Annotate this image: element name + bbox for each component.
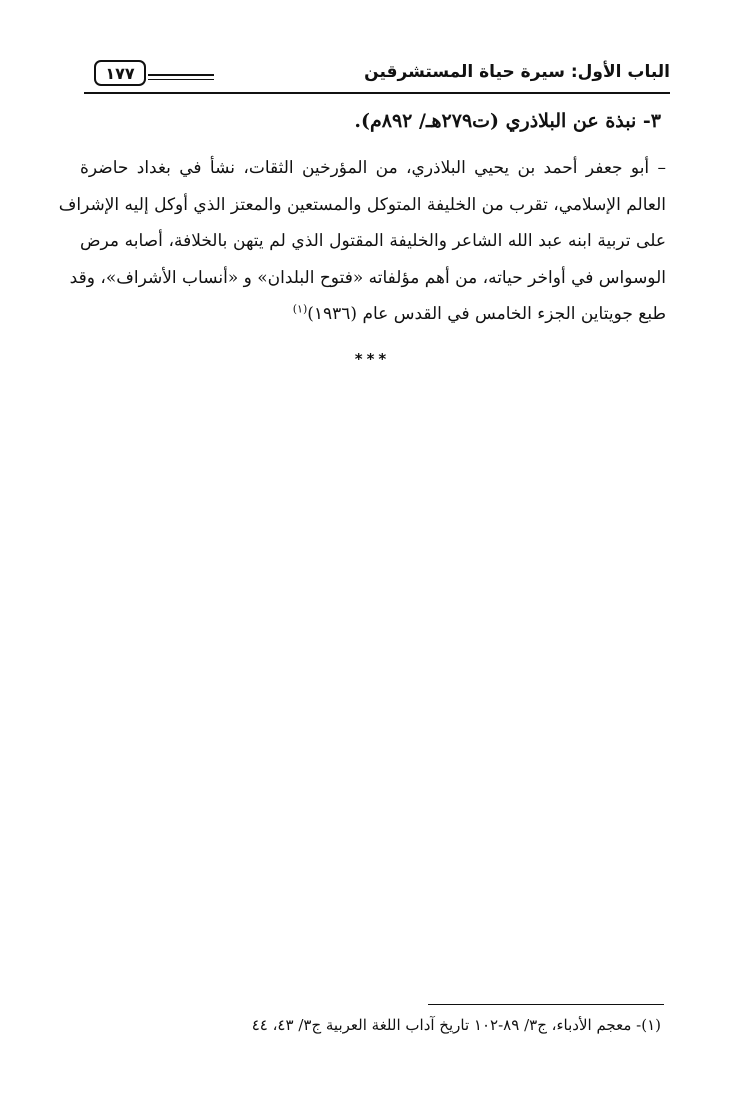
body-line-last: [80, 296, 666, 333]
body-line: العالم الإسلامي، تقرب من الخليفة المتوكل والمستعين والمعتز الذي أوكل إليه الإشراف: [58, 194, 666, 215]
section-heading: ٣- نبذة عن البلاذري (ت٢٧٩هـ/ ٨٩٢م).: [354, 110, 661, 132]
header-ornament-rule: [148, 74, 214, 76]
body-line: – أبو جعفر أحمد بن يحيي البلاذري، من المؤرخين الثقات، نشأ في بغداد حاضرة: [80, 158, 666, 178]
header-ornament-rule-thin: [148, 79, 214, 80]
footnote-reference: (١): [292, 302, 308, 316]
body-line-text: طبع جويتاين الجزء الخامس في القدس عام (١٩٣٦): [307, 304, 666, 324]
page-header: [84, 60, 670, 96]
header-divider: [84, 92, 670, 94]
body-paragraph: [58, 150, 666, 333]
section-separator: ***: [354, 350, 391, 368]
body-line: الوسواس في أواخر حياته، من أهم مؤلفاته «فتوح البلدان» و «أنساب الأشراف»، وقد: [69, 267, 666, 288]
page-number: ١٧٧: [94, 60, 146, 86]
footnote-divider: [428, 1004, 664, 1005]
body-line: على تربية ابنه عبد الله الشاعر والخليفة المقتول الذي لم يتهن بالخلافة، أصابه مرض: [80, 231, 666, 251]
running-header-title: الباب الأول: سيرة حياة المستشرقين: [364, 62, 670, 82]
footnote-text: (١)- معجم الأدباء، ج٣/ ٨٩-١٠٢ تاريخ آداب اللغة العربية ج٣/ ٤٣، ٤٤: [251, 1016, 661, 1034]
